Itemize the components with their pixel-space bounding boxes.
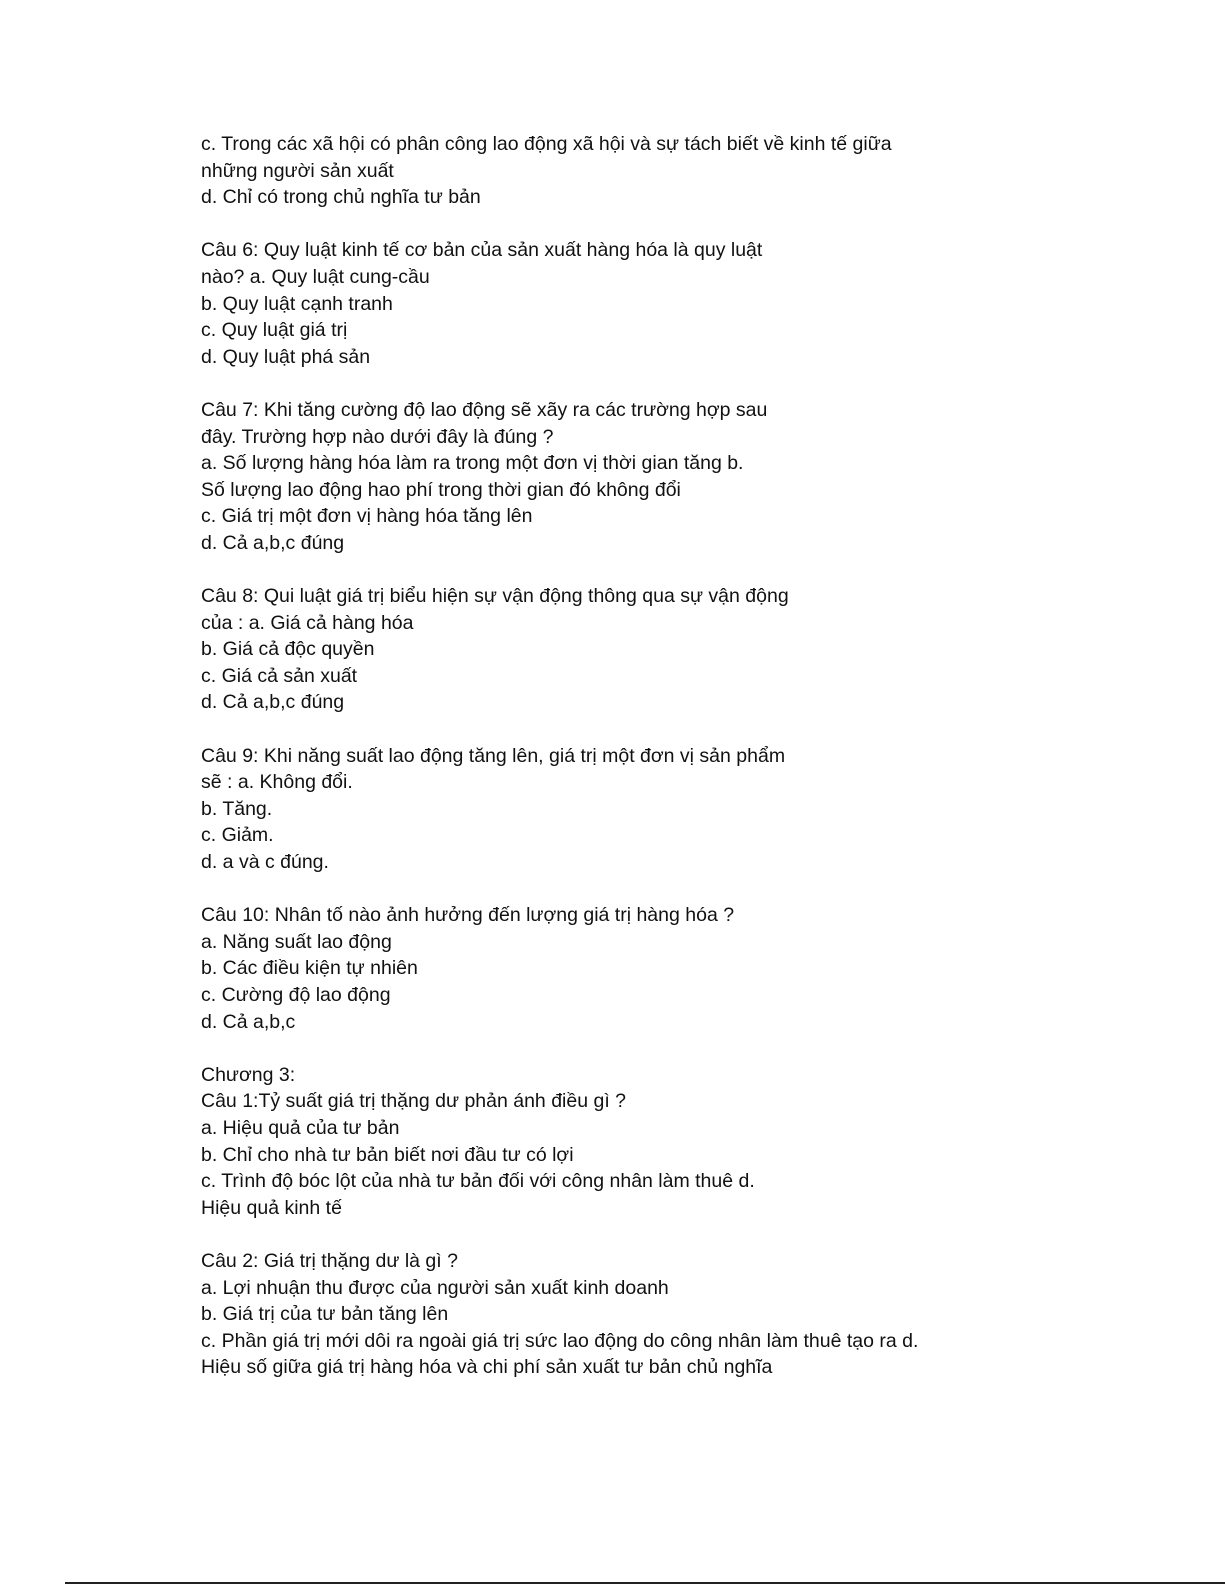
paragraph-gap [201, 211, 1181, 238]
answer-option-line: d. Cả a,b,c đúng [201, 531, 345, 554]
answer-option-line: b. Giá cả độc quyền [201, 638, 375, 661]
paragraph-gap [201, 1035, 1181, 1062]
answer-option-line: c. Giảm. [201, 824, 274, 847]
text-line: Hiệu quả kinh tế [201, 1196, 342, 1219]
answer-option-line: a. Năng suất lao động [201, 930, 392, 953]
answer-option-line: a. Số lượng hàng hóa làm ra trong một đơn vị thời gian tăng b. [201, 452, 744, 475]
paragraph-gap [201, 876, 1181, 903]
text-line: Số lượng lao động hao phí trong thời gian đó không đổi [201, 478, 681, 501]
text-line: Hiệu số giữa giá trị hàng hóa và chi phí sản xuất tư bản chủ nghĩa [201, 1356, 773, 1379]
answer-option-line: b. Quy luật cạnh tranh [201, 292, 393, 315]
text-line: đây. Trường hợp nào dưới đây là đúng ? [201, 425, 554, 448]
paragraph-gap [201, 557, 1181, 584]
answer-option-line: c. Giá trị một đơn vị hàng hóa tăng lên [201, 505, 533, 528]
page-bottom-divider [65, 1582, 1225, 1584]
answer-option-line: a. Lợi nhuận thu được của người sản xuất kinh doanh [201, 1276, 669, 1299]
answer-option-line: d. Quy luật phá sản [201, 345, 371, 368]
text-line: nào? a. Quy luật cung-cầu [201, 265, 430, 288]
answer-option-line: b. Tăng. [201, 797, 273, 820]
paragraph-gap [201, 1221, 1181, 1248]
chapter-heading: Chương 3: [201, 1063, 296, 1086]
question-line: Câu 1:Tỷ suất giá trị thặng dư phản ánh điều gì ? [201, 1090, 627, 1113]
question-line: Câu 10: Nhân tố nào ảnh hưởng đến lượng giá trị hàng hóa ? [201, 904, 735, 927]
answer-option-line: a. Hiệu quả của tư bản [201, 1116, 400, 1139]
answer-option-line: c. Giá cả sản xuất [201, 664, 358, 687]
text-line: sẽ : a. Không đổi. [201, 771, 353, 794]
answer-option-line: b. Giá trị của tư bản tăng lên [201, 1303, 449, 1326]
answer-option-line: c. Trong các xã hội có phân công lao động xã hội và sự tách biết về kinh tế giữa [201, 133, 892, 155]
text-line: những người sản xuất [201, 159, 394, 182]
text-line: của : a. Giá cả hàng hóa [201, 611, 414, 634]
answer-option-line: d. Cả a,b,c đúng [201, 691, 345, 714]
question-line: Câu 7: Khi tăng cường độ lao động sẽ xãy ra các trường hợp sau [201, 398, 768, 421]
question-line: Câu 6: Quy luật kinh tế cơ bản của sản xuất hàng hóa là quy luật [201, 239, 763, 262]
answer-option-line: c. Phần giá trị mới dôi ra ngoài giá trị sức lao động do công nhân làm thuê tạo ra d. [201, 1329, 919, 1352]
answer-option-line: d. Cả a,b,c [201, 1010, 296, 1033]
answer-option-line: c. Quy luật giá trị [201, 319, 348, 342]
paragraph-gap [201, 370, 1181, 397]
answer-option-line: b. Các điều kiện tự nhiên [201, 957, 418, 980]
answer-option-line: c. Trình độ bóc lột của nhà tư bản đối với công nhân làm thuê d. [201, 1170, 755, 1193]
answer-option-line: d. a và c đúng. [201, 851, 329, 874]
answer-option-line: d. Chỉ có trong chủ nghĩa tư bản [201, 186, 481, 209]
answer-option-line: c. Cường độ lao động [201, 984, 391, 1006]
paragraph-gap [201, 716, 1181, 743]
question-line: Câu 8: Qui luật giá trị biểu hiện sự vận động thông qua sự vận động [201, 585, 789, 608]
question-line: Câu 9: Khi năng suất lao động tăng lên, giá trị một đơn vị sản phẩm [201, 744, 786, 767]
answer-option-line: b. Chỉ cho nhà tư bản biết nơi đầu tư có lợi [201, 1143, 574, 1166]
question-line: Câu 2: Giá trị thặng dư là gì ? [201, 1249, 458, 1272]
document-body [201, 131, 1181, 1381]
